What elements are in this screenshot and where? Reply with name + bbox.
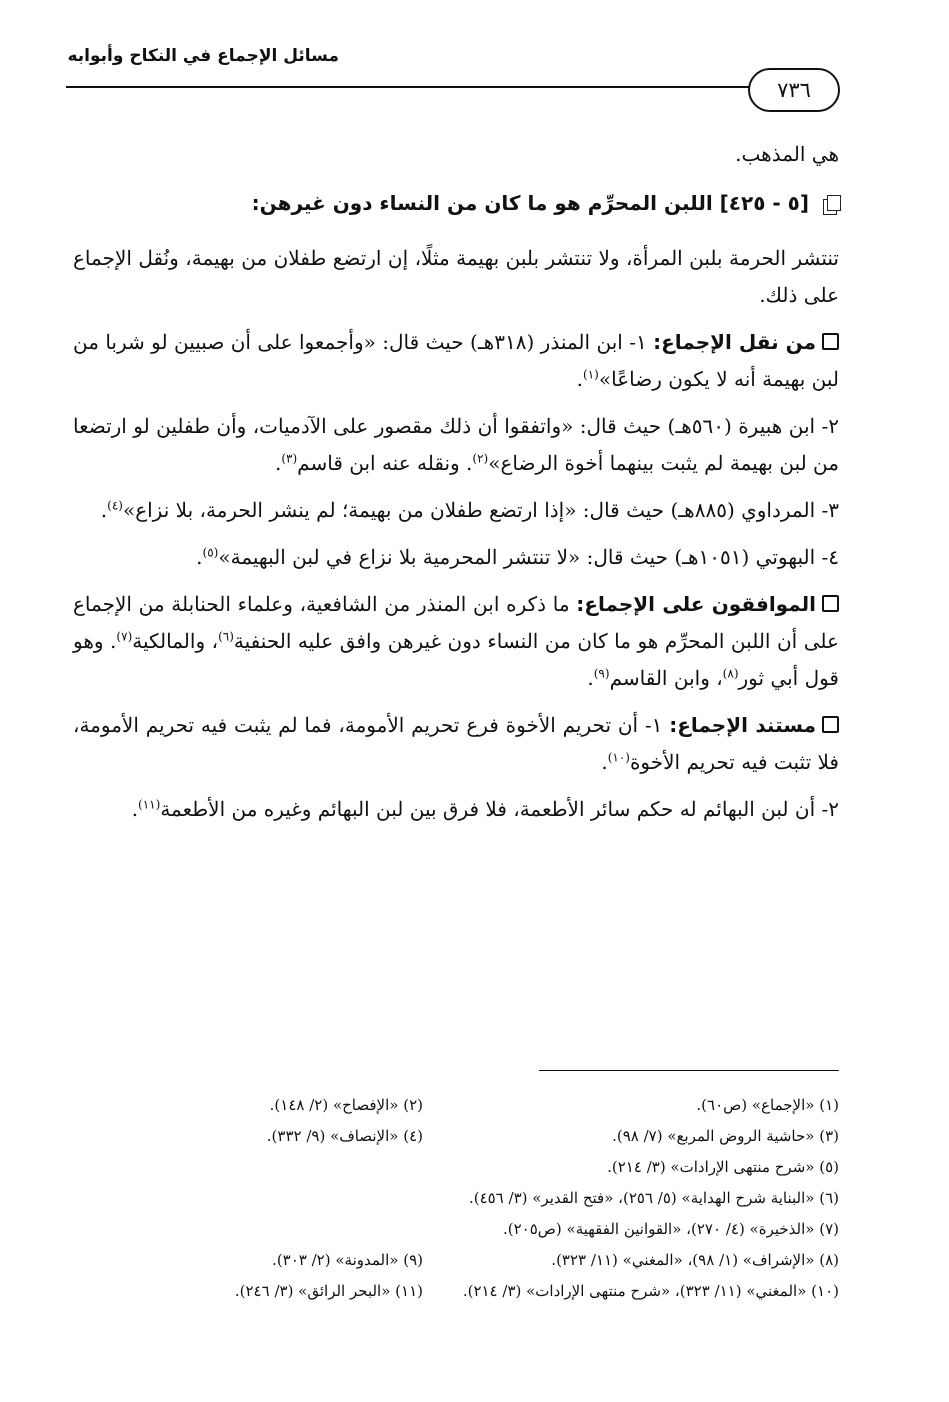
agreeing-text: ما ذكره ابن المنذر من الشافعية، وعلماء الحنابلة من الإجماع على أن اللبن المحرِّم هو ما كان من النساء دون غيرهن وافق عليه الحنفية — [73, 592, 839, 653]
intro-paragraph: تنتشر الحرمة بلبن المرأة، ولا تنتشر بلبن بهيمة مثلًا، إن ارتضع طفلان من بهيمة، ونُقل الإجماع على ذلك. — [73, 246, 839, 307]
basis-label: مستند الإجماع: — [669, 713, 816, 737]
header-rule — [66, 86, 758, 88]
footnote-ref: (١) — [583, 367, 599, 382]
footnote-ref: (١١) — [138, 797, 161, 812]
footnote-ref: (٩) — [593, 666, 610, 681]
basis-text-1: ١- أن تحريم الأخوة فرع تحريم الأمومة، فما لم يثبت فيه تحريم الأمومة، فلا تثبت فيه تحريم الأخوة — [73, 713, 839, 774]
footnote-10: (١٠) «المغني» (١١/ ٣٢٣)، «شرح منتهى الإرادات» (٣/ ٢١٤). — [462, 1282, 839, 1300]
footnote-row — [73, 1245, 839, 1276]
footnote-ref: (٥) — [202, 545, 219, 560]
punct: . — [100, 498, 108, 522]
transmitters-label: من نقل الإجماع: — [653, 330, 817, 354]
transmitters-paragraph-4 — [73, 539, 839, 576]
footnote-separator — [539, 1070, 839, 1071]
basis-paragraph-1 — [73, 707, 839, 781]
agreeing-label: الموافقون على الإجماع: — [576, 592, 816, 616]
footnote-ref: (٧) — [116, 629, 133, 644]
transmitters-paragraph-3 — [73, 492, 839, 529]
basis-text-2: ٢- أن لبن البهائم له حكم سائر الأطعمة، فلا فرق بين لبن البهائم وغيره من الأطعمة — [160, 797, 839, 821]
agreeing-text: ، والمالكية — [132, 629, 219, 653]
lead-line: هي المذهب. — [735, 142, 839, 166]
transmitter-3-text: ٣- المرداوي (٨٨٥هـ) حيث قال: «إذا ارتضع طفلان من بهيمة؛ لم ينشر الحرمة، بلا نزاع» — [122, 498, 839, 522]
transmitter-4-text: ٤- البهوتي (١٠٥١هـ) حيث قال: «لا تنتشر المحرمية بلا نزاع في لبن البهيمة» — [218, 545, 839, 569]
main-text — [73, 136, 839, 838]
footnote-ref: (٦) — [218, 629, 234, 644]
footnote-5: (٥) «شرح منتهى الإرادات» (٣/ ٢١٤). — [607, 1158, 839, 1176]
agreeing-paragraph — [73, 586, 839, 697]
footnote-ref: (٤) — [107, 498, 123, 513]
footnote-9: (٩) «المدونة» (٢/ ٣٠٣). — [272, 1251, 423, 1269]
punct: . — [587, 666, 594, 690]
running-title: مسائل الإجماع في النكاح وأبوابه — [67, 46, 339, 66]
basis-paragraph-2 — [73, 791, 839, 828]
punct: . — [131, 797, 139, 821]
transmitters-paragraph-2 — [73, 408, 839, 482]
agreeing-text: ، وابن القاسم — [609, 666, 723, 690]
footnote-row — [73, 1152, 839, 1183]
footnote-row — [73, 1183, 839, 1214]
footnote-4: (٤) «الإنصاف» (٩/ ٣٣٢). — [266, 1127, 423, 1145]
footnote-ref: (٨) — [722, 666, 739, 681]
footnote-8: (٨) «الإشراف» (١/ ٩٨)، «المغني» (١١/ ٣٢٣). — [551, 1251, 839, 1269]
footnote-ref: (٢) — [472, 451, 489, 466]
document-icon — [823, 195, 839, 213]
section-title: [٥ - ٤٢٥] اللبن المحرِّم هو ما كان من النساء دون غيرهن: — [251, 191, 809, 215]
transmitter-1-text: ١- ابن المنذر (٣١٨هـ) حيث قال: «وأجمعوا على أن صبيين لو شربا من لبن بهيمة أنه لا يكون رضاعًا» — [73, 330, 839, 391]
footnote-ref: (١٠) — [607, 750, 630, 765]
checkbox-square-icon — [822, 595, 839, 612]
transmitter-2-text: ٢- ابن هبيرة (٥٦٠هـ) حيث قال: «واتفقوا أن ذلك مقصور على الآدميات، وأن طفلين لو ارتضعا من لبن بهيمة لم يثبت بينهما أخوة الرضاع» — [73, 414, 839, 475]
footnote-row — [73, 1214, 839, 1245]
punct: . — [576, 367, 584, 391]
footnote-3: (٣) «حاشية الروض المربع» (٧/ ٩٨). — [612, 1127, 839, 1145]
transmitters-paragraph-1 — [73, 324, 839, 398]
punct: . — [196, 545, 203, 569]
footnote-row — [73, 1276, 839, 1307]
footnote-1: (١) «الإجماع» (ص٦٠). — [696, 1096, 839, 1114]
footnote-ref: (٣) — [281, 451, 298, 466]
punct: . — [601, 750, 608, 774]
footnote-7: (٧) «الذخيرة» (٤/ ٢٧٠)، «القوانين الفقهية» (ص٢٠٥). — [502, 1220, 839, 1238]
checkbox-square-icon — [822, 716, 839, 733]
footnote-6: (٦) «البناية شرح الهداية» (٥/ ٢٥٦)، «فتح القدير» (٣/ ٤٥٦). — [468, 1189, 839, 1207]
checkbox-square-icon — [822, 333, 839, 350]
footnote-row — [73, 1090, 839, 1121]
footnote-2: (٢) «الإفصاح» (٢/ ١٤٨). — [269, 1096, 423, 1114]
footnotes — [73, 1090, 839, 1307]
footnote-row — [73, 1121, 839, 1152]
footnote-11: (١١) «البحر الرائق» (٣/ ٢٤٦). — [234, 1282, 423, 1300]
page-number: ٧٣٦ — [748, 68, 840, 112]
section-heading — [73, 185, 839, 222]
transmitter-2-tail: . ونقله عنه ابن قاسم — [297, 451, 473, 475]
agreeing-text: . وهو قول أبي ثور — [73, 629, 839, 690]
punct: . — [274, 451, 282, 475]
